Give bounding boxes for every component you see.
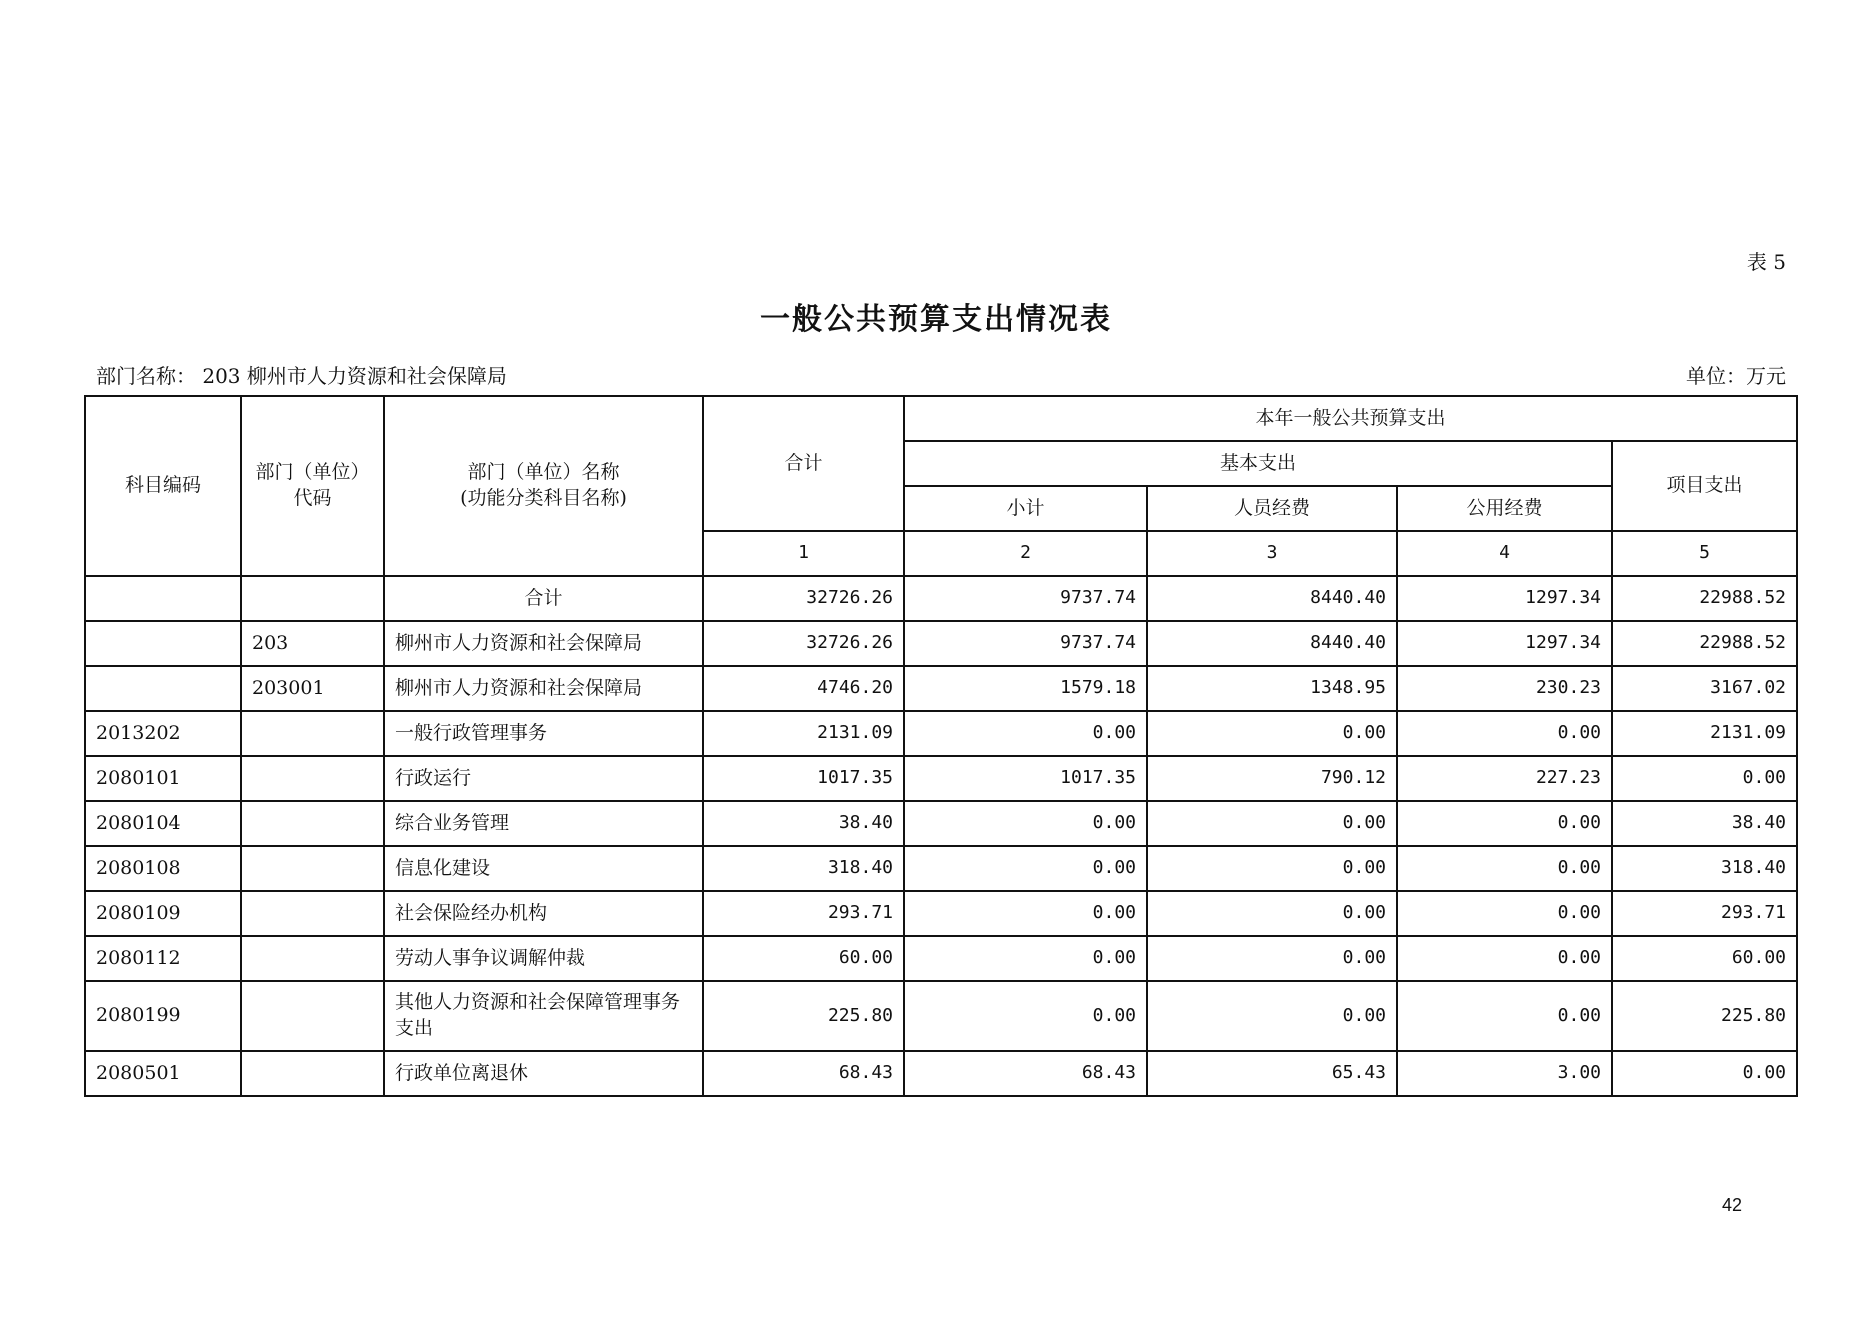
page-title: 一般公共预算支出情况表 [760, 302, 1112, 337]
header-dept-code-line1: 部门（单位） [255, 461, 370, 484]
cell-project: 0.00 [1612, 756, 1797, 801]
cell-name: 一般行政管理事务 [384, 711, 703, 756]
cell-personnel: 0.00 [1147, 891, 1397, 936]
cell-subtotal: 0.00 [904, 801, 1147, 846]
header-dept-name [384, 396, 703, 576]
header-dept-name-line1: 部门（单位）名称 [467, 461, 620, 484]
cell-total: 225.80 [703, 981, 904, 1051]
cell-name: 合计 [384, 576, 703, 621]
header-basic: 基本支出 [904, 441, 1612, 486]
cell-subject-code: 2080109 [85, 891, 241, 936]
table-row [85, 801, 1797, 846]
header-dept-code [241, 396, 384, 576]
cell-subtotal: 0.00 [904, 936, 1147, 981]
cell-subject-code: 2013202 [85, 711, 241, 756]
table-row [85, 711, 1797, 756]
cell-name: 行政运行 [384, 756, 703, 801]
cell-public: 227.23 [1397, 756, 1612, 801]
cell-personnel: 8440.40 [1147, 621, 1397, 666]
cell-personnel: 1348.95 [1147, 666, 1397, 711]
header-row-1 [85, 396, 1797, 441]
cell-project: 38.40 [1612, 801, 1797, 846]
header-year-budget: 本年一般公共预算支出 [904, 396, 1797, 441]
cell-personnel: 0.00 [1147, 846, 1397, 891]
cell-dept-code [241, 756, 384, 801]
cell-public: 230.23 [1397, 666, 1612, 711]
cell-public: 0.00 [1397, 846, 1612, 891]
cell-project: 22988.52 [1612, 621, 1797, 666]
cell-subtotal: 68.43 [904, 1051, 1147, 1096]
cell-dept-code: 203001 [241, 666, 384, 711]
cell-subject-code: 2080108 [85, 846, 241, 891]
cell-total: 60.00 [703, 936, 904, 981]
cell-subtotal: 9737.74 [904, 576, 1147, 621]
cell-subtotal: 0.00 [904, 981, 1147, 1051]
header-subtotal: 小计 [904, 486, 1147, 531]
col-number-1: 1 [703, 531, 904, 576]
budget-table [84, 395, 1798, 1097]
cell-subtotal: 1017.35 [904, 756, 1147, 801]
cell-subject-code [85, 666, 241, 711]
cell-dept-code: 203 [241, 621, 384, 666]
cell-public: 1297.34 [1397, 576, 1612, 621]
cell-subject-code: 2080199 [85, 981, 241, 1051]
cell-dept-code [241, 846, 384, 891]
cell-subtotal: 0.00 [904, 891, 1147, 936]
cell-name: 柳州市人力资源和社会保障局 [384, 621, 703, 666]
cell-subtotal: 0.00 [904, 711, 1147, 756]
col-number-3: 3 [1147, 531, 1397, 576]
unit-label: 单位：万元 [1686, 364, 1786, 388]
cell-name: 综合业务管理 [384, 801, 703, 846]
cell-name: 行政单位离退休 [384, 1051, 703, 1096]
cell-subtotal: 9737.74 [904, 621, 1147, 666]
cell-total: 2131.09 [703, 711, 904, 756]
table-row [85, 981, 1797, 1051]
cell-dept-code [241, 981, 384, 1051]
header-project: 项目支出 [1612, 441, 1797, 531]
cell-dept-code [241, 891, 384, 936]
cell-public: 0.00 [1397, 711, 1612, 756]
cell-subtotal: 1579.18 [904, 666, 1147, 711]
table-row [85, 1051, 1797, 1096]
cell-dept-code [241, 801, 384, 846]
cell-public: 0.00 [1397, 801, 1612, 846]
cell-project: 22988.52 [1612, 576, 1797, 621]
cell-project: 225.80 [1612, 981, 1797, 1051]
table-row [85, 891, 1797, 936]
cell-project: 3167.02 [1612, 666, 1797, 711]
col-number-5: 5 [1612, 531, 1797, 576]
table-row [85, 621, 1797, 666]
cell-project: 293.71 [1612, 891, 1797, 936]
cell-dept-code [241, 936, 384, 981]
table-body [85, 576, 1797, 1096]
cell-subject-code: 2080112 [85, 936, 241, 981]
cell-subtotal: 0.00 [904, 846, 1147, 891]
cell-name: 信息化建设 [384, 846, 703, 891]
cell-total: 318.40 [703, 846, 904, 891]
cell-public: 0.00 [1397, 936, 1612, 981]
cell-total: 293.71 [703, 891, 904, 936]
cell-public: 0.00 [1397, 891, 1612, 936]
table-row [85, 576, 1797, 621]
cell-name: 柳州市人力资源和社会保障局 [384, 666, 703, 711]
page-number: 42 [1721, 1195, 1742, 1215]
cell-total: 32726.26 [703, 576, 904, 621]
cell-project: 0.00 [1612, 1051, 1797, 1096]
cell-subject-code: 2080101 [85, 756, 241, 801]
table-row [85, 666, 1797, 711]
cell-total: 38.40 [703, 801, 904, 846]
header-dept-code-line2: 代码 [293, 487, 332, 509]
col-number-4: 4 [1397, 531, 1612, 576]
cell-personnel: 0.00 [1147, 801, 1397, 846]
cell-name: 其他人力资源和社会保障管理事务支出 [384, 981, 703, 1051]
department-label: 部门名称： 203 柳州市人力资源和社会保障局 [96, 364, 507, 388]
cell-total: 68.43 [703, 1051, 904, 1096]
cell-dept-code [241, 1051, 384, 1096]
header-total: 合计 [703, 396, 904, 531]
table-row [85, 846, 1797, 891]
cell-public: 0.00 [1397, 981, 1612, 1051]
cell-subject-code [85, 621, 241, 666]
cell-public: 3.00 [1397, 1051, 1612, 1096]
cell-subject-code: 2080104 [85, 801, 241, 846]
header-subject-code: 科目编码 [85, 396, 241, 576]
cell-subject-code [85, 576, 241, 621]
header-dept-name-line2: (功能分类科目名称) [460, 487, 627, 509]
cell-subject-code: 2080501 [85, 1051, 241, 1096]
cell-total: 1017.35 [703, 756, 904, 801]
cell-project: 2131.09 [1612, 711, 1797, 756]
cell-dept-code [241, 576, 384, 621]
cell-project: 318.40 [1612, 846, 1797, 891]
cell-project: 60.00 [1612, 936, 1797, 981]
cell-total: 32726.26 [703, 621, 904, 666]
table-row [85, 756, 1797, 801]
cell-dept-code [241, 711, 384, 756]
cell-personnel: 8440.40 [1147, 576, 1397, 621]
header-public: 公用经费 [1397, 486, 1612, 531]
header-personnel: 人员经费 [1147, 486, 1397, 531]
table-row [85, 936, 1797, 981]
cell-name: 劳动人事争议调解仲裁 [384, 936, 703, 981]
cell-name: 社会保险经办机构 [384, 891, 703, 936]
cell-public: 1297.34 [1397, 621, 1612, 666]
cell-personnel: 0.00 [1147, 936, 1397, 981]
col-number-2: 2 [904, 531, 1147, 576]
cell-personnel: 790.12 [1147, 756, 1397, 801]
cell-personnel: 0.00 [1147, 711, 1397, 756]
cell-personnel: 0.00 [1147, 981, 1397, 1051]
table-number: 表 5 [1746, 250, 1786, 274]
cell-personnel: 65.43 [1147, 1051, 1397, 1096]
cell-total: 4746.20 [703, 666, 904, 711]
